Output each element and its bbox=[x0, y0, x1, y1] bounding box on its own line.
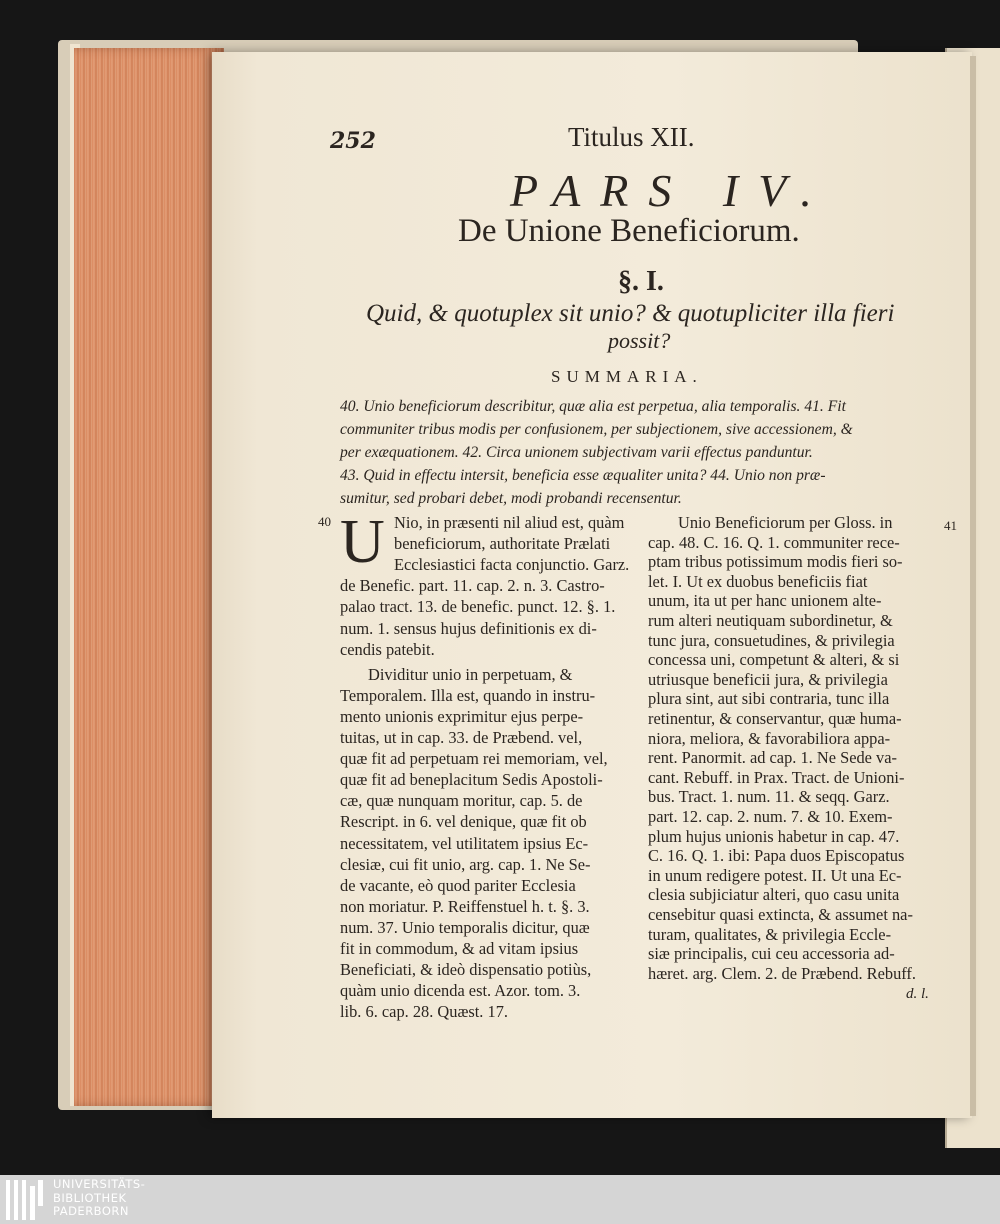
library-name-line1: UNIVERSITÄTS- bbox=[53, 1177, 146, 1191]
left-column-line: palao tract. 13. de benefic. punct. 12. §. 1. bbox=[340, 597, 616, 617]
left-column-line: cendis patebit. bbox=[340, 639, 435, 659]
left-column-line: Rescript. in 6. vel denique, quæ fit ob bbox=[340, 812, 587, 832]
section-number: §. I. bbox=[618, 266, 664, 297]
left-column-line: lib. 6. cap. 28. Quæst. 17. bbox=[340, 1002, 508, 1022]
right-column-line: Unio Beneficiorum per Gloss. in bbox=[678, 513, 893, 532]
left-column-line: quàm unio dicenda est. Azor. tom. 3. bbox=[340, 981, 581, 1001]
left-column-line: de Benefic. part. 11. cap. 2. n. 3. Castro- bbox=[340, 576, 605, 596]
right-column-line: ptam tribus potissimum modis fieri so- bbox=[648, 552, 903, 572]
left-column-line: de vacante, eò quod pariter Ecclesia bbox=[340, 875, 576, 895]
summaria-line: 40. Unio beneficiorum describitur, quæ alia est perpetua, alia temporalis. 41. Fit bbox=[340, 398, 846, 415]
chapter-title: De Unione Beneficiorum. bbox=[458, 213, 800, 249]
drop-cap: U bbox=[340, 508, 385, 576]
right-column-line: retinentur, & conservantur, quæ huma- bbox=[648, 709, 902, 728]
left-column-line: necessitatem, vel utilitatem ipsius Ec- bbox=[340, 833, 589, 853]
right-column-line: part. 12. cap. 2. num. 7. & 10. Exem- bbox=[648, 807, 893, 826]
right-column-line: niora, meliora, & favorabiliora appa- bbox=[648, 728, 891, 748]
right-column-line: cap. 48. C. 16. Q. 1. communiter rece- bbox=[648, 532, 900, 552]
left-column-line: Beneficiati, & ideò dispensatio potiùs, bbox=[340, 960, 592, 980]
left-column-line: Dividitur unio in perpetuam, & bbox=[368, 664, 573, 684]
left-column-line: quæ fit ad perpetuam rei memoriam, vel, bbox=[340, 749, 608, 769]
catchword: d. l. bbox=[906, 986, 929, 1002]
right-column-line: cant. Rebuff. in Prax. Tract. de Unioni- bbox=[648, 767, 905, 787]
right-column-line: clesia subjiciatur alteri, quo casu unita bbox=[648, 885, 900, 905]
left-column-line: mento unionis exprimitur ejus perpe- bbox=[340, 706, 584, 726]
right-column-line: unum, ita ut per hanc unionem alte- bbox=[648, 591, 882, 611]
left-column-line: cæ, quæ nunquam moritur, cap. 5. de bbox=[340, 791, 583, 811]
page-shadow-edge bbox=[970, 56, 976, 1116]
left-column-line: Ecclesiastici facta conjunctio. Garz. bbox=[394, 555, 630, 575]
margin-number-41: 41 bbox=[944, 518, 957, 533]
page-number: 252 bbox=[330, 128, 376, 154]
library-name-line2: BIBLIOTHEK bbox=[53, 1190, 127, 1205]
right-column-line: plura sint, aut sibi contraria, tunc illa bbox=[648, 689, 890, 709]
right-column-line: tunc jura, consuetudines, & privilegia bbox=[648, 630, 895, 650]
left-column-line: clesiæ, cui fit unio, arg. cap. 1. Ne Se- bbox=[340, 854, 591, 874]
right-column-line: censebitur quasi extincta, & assumet na- bbox=[648, 905, 913, 924]
right-column-line: siæ principalis, cui ceu accessoria ad- bbox=[648, 944, 895, 964]
margin-number-40: 40 bbox=[318, 514, 331, 529]
left-column-line: num. 1. sensus hujus definitionis ex di- bbox=[340, 618, 597, 638]
right-column-line: hæret. arg. Clem. 2. de Præbend. Rebuff. bbox=[648, 963, 916, 983]
question-heading-line1: Quid, & quotuplex sit unio? & quotupliciter illa fieri bbox=[366, 300, 895, 327]
left-column-line: beneficiorum, authoritate Prælati bbox=[394, 534, 611, 554]
right-column-line: rent. Panormit. ad cap. 1. Ne Sede va- bbox=[648, 748, 897, 768]
library-name-line3: PADERBORN bbox=[53, 1204, 130, 1218]
summaria-line: 43. Quid in effectu intersit, beneficia esse æqualiter unita? 44. Unio non præ- bbox=[340, 467, 826, 484]
right-column-line: utriusque beneficii jura, & privilegia bbox=[648, 669, 888, 689]
left-column-line: non moriatur. P. Reiffenstuel h. t. §. 3. bbox=[340, 896, 590, 916]
summaria-heading: SUMMARIA. bbox=[551, 367, 703, 386]
right-column-line: in unum redigere potest. II. Ut una Ec- bbox=[648, 865, 902, 885]
running-head: Titulus XII. bbox=[568, 122, 695, 152]
right-column-line: concessa uni, competunt & alteri, & si bbox=[648, 650, 900, 670]
right-column-line: let. I. Ut ex duobus beneficiis fiat bbox=[648, 571, 868, 591]
right-column-line: plum hujus unionis habetur in cap. 47. bbox=[648, 826, 900, 846]
summaria-line: per exæquationem. 42. Circa unionem subjectivam varii effectus panduntur. bbox=[340, 444, 813, 461]
red-fore-edge bbox=[74, 48, 224, 1106]
right-column-line: bus. Tract. 1. num. 11. & seqq. Garz. bbox=[648, 787, 890, 807]
library-footer bbox=[0, 1175, 1000, 1224]
left-column-line: Nio, in præsenti nil aliud est, quàm bbox=[394, 513, 625, 532]
left-column-line: num. 37. Unio temporalis dicitur, quæ bbox=[340, 917, 590, 937]
right-column-line: rum alteri neutiquam subordinetur, & bbox=[648, 611, 893, 630]
question-heading-line2: possit? bbox=[608, 328, 671, 353]
left-column-line: quæ fit ad beneplacitum Sedis Apostoli- bbox=[340, 770, 603, 790]
library-logo-icon bbox=[6, 1180, 44, 1220]
library-name bbox=[53, 1178, 145, 1219]
right-column-line: turam, qualitates, & privilegia Eccle- bbox=[648, 924, 892, 944]
left-column-line: fit in commodum, & ad vitam ipsius bbox=[340, 939, 579, 958]
left-column-line: tuitas, ut in cap. 33. de Præbend. vel, bbox=[340, 728, 583, 747]
part-title: PARS IV. bbox=[510, 165, 832, 216]
summaria-line: communiter tribus modis per confusionem, per subjectionem, sive accessionem, & bbox=[340, 421, 853, 438]
summaria-line: sumitur, sed probari debet, modi probandi recensentur. bbox=[340, 490, 682, 507]
right-column-line: C. 16. Q. 1. ibi: Papa duos Episcopatus bbox=[648, 846, 905, 866]
left-column-line: Temporalem. Illa est, quando in instru- bbox=[340, 685, 596, 705]
